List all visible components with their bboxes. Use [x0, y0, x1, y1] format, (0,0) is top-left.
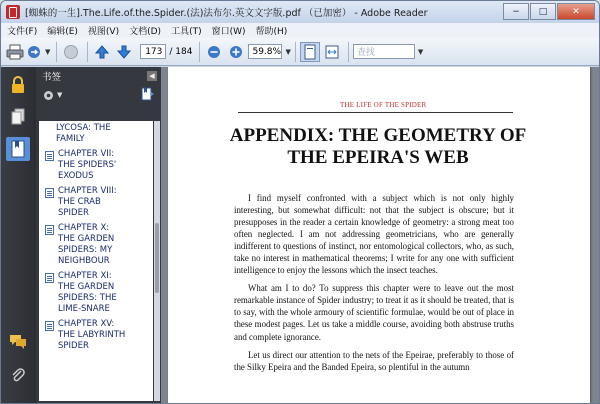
- print-button[interactable]: [5, 42, 25, 62]
- paragraph: What am I to do? To suppress this chapter were to leave out the most remarkable instance of Spider industry; to treat it as it should be treated, that is to say, with the whole armoury of scientific formulae, would be out of place in these modest pages. Let us take a middle course, avoiding both abstruse truths and complete ignorance.: [234, 283, 514, 342]
- security-button[interactable]: [6, 73, 30, 97]
- zoom-input[interactable]: 59.8%: [248, 44, 282, 59]
- paperclip-icon: [10, 366, 26, 384]
- menu-document[interactable]: 文档(D): [129, 27, 162, 37]
- pdf-page: [168, 67, 590, 404]
- toolbar-separator: [56, 42, 57, 62]
- body-text: [234, 192, 514, 379]
- gear-icon: [42, 89, 55, 102]
- title-bar[interactable]: [1, 1, 599, 23]
- panel-title: 书签: [42, 72, 62, 83]
- bookmark-page-icon: [45, 321, 54, 331]
- comments-button[interactable]: [6, 329, 30, 353]
- toolbar-separator: [199, 42, 200, 62]
- zoom-dropdown-chevron-icon[interactable]: ▼: [285, 47, 291, 56]
- bookmark-page-icon: [45, 188, 54, 198]
- paragraph: I find myself confronted with a subject which is not only highly interesting, but somewhat difficult: not that the subject is obscure; but it presupposes in the reader a certain knowledge of geometry: a strong meat too often neglected. I am not addressing geometricians, who are generally indifferent to questions of instinct, nor entomological collectors, who, as such, take no interest in mathematical theorems; I write for any one with sufficient intelligence to enjoy the lessons which the insect teaches.: [234, 193, 514, 276]
- bookmark-item[interactable]: [39, 221, 153, 269]
- bookmark-expand-icon: [141, 87, 155, 101]
- toolbar: [1, 38, 599, 66]
- bookmark-scrollbar[interactable]: [154, 121, 160, 401]
- scrollbar-thumb[interactable]: [155, 223, 159, 293]
- attachments-button[interactable]: [6, 363, 30, 387]
- window-title: [蜘蛛的一生].The.Life.of.the.Spider.(法)法布尔.英文文字版.pdf （已加密） - Adobe Reader: [25, 8, 428, 19]
- menu-bar: [1, 23, 599, 38]
- bookmark-item[interactable]: [39, 317, 153, 354]
- bookmark-item[interactable]: [39, 147, 153, 184]
- hand-icon: [63, 44, 79, 60]
- page-total: / 184: [169, 46, 193, 57]
- comment-icon: [9, 333, 27, 349]
- bookmark-list: [39, 121, 153, 401]
- bookmark-label: CHAPTER X: THE GARDEN SPIDERS: MY NEIGHBOUR: [58, 223, 115, 266]
- bookmark-label: CHAPTER VIII: THE CRAB SPIDER: [58, 186, 117, 218]
- menu-help[interactable]: 帮助(H): [255, 27, 288, 37]
- toolbar-separator: [295, 42, 296, 62]
- printer-icon: [6, 44, 24, 60]
- minimize-button[interactable]: −: [503, 3, 529, 20]
- lock-icon: [10, 76, 26, 94]
- chapter-title: APPENDIX: THE GEOMETRY OF THE EPEIRA'S WEB: [229, 125, 527, 168]
- share-button[interactable]: [27, 42, 50, 62]
- page-number-input[interactable]: 173: [140, 44, 166, 59]
- bookmark-label: CHAPTER XV: THE LABYRINTH SPIDER: [58, 319, 126, 351]
- paragraph: Let us direct our attention to the nets of the Epeirae, preferably to those of the Silky Epeira and the Banded Epeira, so plentiful in the autumn: [234, 349, 514, 372]
- arrow-down-icon: [116, 44, 132, 60]
- toolbar-separator: [348, 42, 349, 62]
- bookmarks-panel: [36, 67, 161, 404]
- pages-icon: [10, 108, 26, 126]
- menu-view[interactable]: 视图(V): [87, 27, 120, 37]
- pages-button[interactable]: [6, 105, 30, 129]
- bookmark-item[interactable]: [39, 121, 153, 147]
- panel-toolbar: [36, 85, 161, 105]
- document-view[interactable]: [161, 67, 599, 404]
- running-head: THE LIFE OF THE SPIDER: [340, 101, 427, 109]
- chevron-down-icon: ▼: [45, 47, 51, 56]
- share-icon: [27, 44, 43, 60]
- maximize-button[interactable]: □: [530, 3, 556, 20]
- find-dropdown-chevron-icon[interactable]: ▼: [417, 47, 424, 56]
- bookmark-page-icon: [45, 151, 54, 161]
- fit-width-icon: [324, 44, 340, 60]
- zoom-in-icon: [229, 45, 243, 59]
- window-controls: [502, 3, 595, 20]
- bookmarks-button[interactable]: [6, 137, 30, 161]
- options-button[interactable]: [42, 89, 62, 102]
- panel-header: [36, 67, 161, 85]
- previous-page-button[interactable]: [92, 42, 112, 62]
- arrow-up-icon: [94, 44, 110, 60]
- menu-file[interactable]: 文件(F): [7, 27, 38, 37]
- zoom-out-icon: [207, 45, 221, 59]
- fit-page-button[interactable]: [300, 42, 320, 62]
- zoom-in-button[interactable]: [226, 42, 246, 62]
- menu-tools[interactable]: 工具(T): [171, 27, 202, 37]
- zoom-out-button[interactable]: [204, 42, 224, 62]
- next-page-button[interactable]: [114, 42, 134, 62]
- navigation-pane-strip: [1, 67, 36, 404]
- bookmark-label: CHAPTER XI: THE GARDEN SPIDERS: THE LIME-SNARE: [58, 271, 117, 314]
- fit-width-button[interactable]: [322, 42, 342, 62]
- header-rule: [238, 112, 513, 113]
- bookmark-item[interactable]: [39, 184, 153, 221]
- bookmark-page-icon: [45, 273, 54, 283]
- bookmark-page-icon: [45, 225, 54, 235]
- bookmark-icon: [10, 140, 26, 158]
- hand-tool-button[interactable]: [61, 42, 81, 62]
- close-button[interactable]: ✕: [557, 3, 595, 20]
- fit-page-icon: [303, 44, 317, 60]
- bookmark-label: LYCOSA: THE FAMILY: [56, 123, 111, 144]
- collapse-panel-button[interactable]: ◀: [147, 71, 157, 81]
- chevron-down-icon: ▼: [57, 91, 63, 99]
- adobe-reader-icon: [6, 5, 20, 19]
- find-input[interactable]: 查找: [353, 44, 415, 59]
- toolbar-separator: [87, 42, 88, 62]
- menu-edit[interactable]: 编辑(E): [47, 27, 78, 37]
- expand-bookmark-button[interactable]: [141, 87, 155, 104]
- menu-window[interactable]: 窗口(W): [211, 27, 246, 37]
- bookmark-item[interactable]: [39, 269, 153, 317]
- bookmark-label: CHAPTER VII: THE SPIDERS' EXODUS: [58, 149, 117, 181]
